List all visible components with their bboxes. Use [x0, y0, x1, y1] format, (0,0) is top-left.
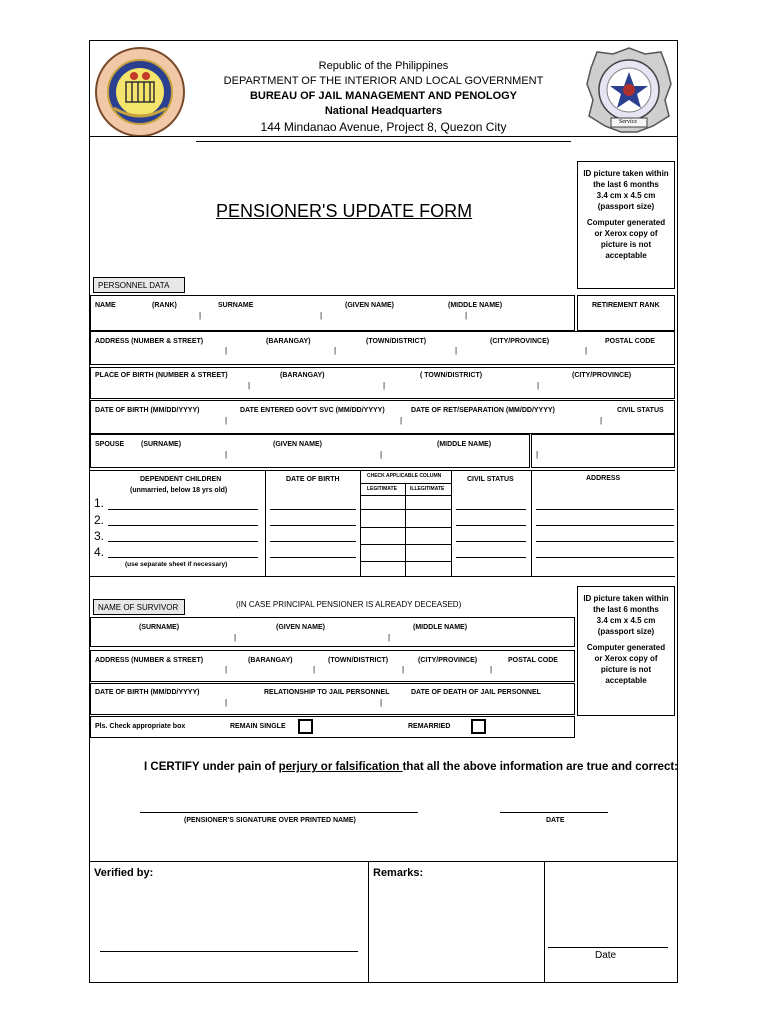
- id-text: acceptable: [605, 676, 647, 685]
- date-separation-label: DATE OF RET/SEPARATION (MM/DD/YYYY): [411, 407, 555, 414]
- address-label: ADDRESS (NUMBER & STREET): [95, 657, 204, 664]
- id-text: 3.4 cm x 4.5 cm: [596, 191, 656, 200]
- dependent-civil-line[interactable]: [456, 557, 526, 558]
- id-text: ID picture taken within: [583, 169, 669, 178]
- badge-ribbon-text: Service: [619, 119, 637, 125]
- address-row[interactable]: [90, 331, 675, 365]
- survivor-dates-row[interactable]: [90, 683, 575, 715]
- header-bureau: BUREAU OF JAIL MANAGEMENT AND PENOLOGY: [249, 90, 518, 102]
- dependent-children-header: DEPENDENT CHILDREN: [140, 476, 222, 483]
- id-text: the last 6 months: [593, 605, 659, 614]
- legitimate-header: LEGITIMATE: [367, 486, 397, 492]
- signature-line[interactable]: [140, 812, 418, 813]
- header-republic: Republic of the Philippines: [318, 60, 449, 72]
- verified-by-label: Verified by:: [94, 867, 154, 879]
- address-header: ADDRESS: [586, 475, 621, 482]
- check-box-instruction: Pls. Check appropriate box: [95, 723, 186, 730]
- verified-by-line[interactable]: [100, 951, 358, 952]
- postal-code-label: POSTAL CODE: [605, 338, 655, 345]
- certify-text-end: that all the above information are true and correct:: [402, 761, 679, 773]
- given-name-label: (GIVEN NAME): [345, 302, 394, 309]
- header-address: 144 Mindanao Avenue, Project 8, Quezon City: [260, 120, 507, 134]
- town-label: ( TOWN/DISTRICT): [420, 372, 483, 379]
- dependent-address-line[interactable]: [536, 525, 674, 526]
- header-national-hq: National Headquarters: [324, 105, 443, 117]
- spouse-label: SPOUSE: [95, 441, 125, 448]
- postal-code-label: POSTAL CODE: [508, 657, 558, 664]
- dependent-name-line[interactable]: [108, 557, 258, 558]
- dependent-number: 1.: [94, 496, 105, 510]
- dependent-address-line[interactable]: [536, 509, 674, 510]
- id-text: picture is not: [600, 665, 652, 674]
- remarks-label: Remarks:: [373, 867, 424, 879]
- survivor-address-row[interactable]: [90, 650, 575, 682]
- footer-date-line[interactable]: [548, 947, 668, 948]
- dependent-children-subheader: (unmarried, below 18 yrs old): [130, 487, 228, 494]
- id-text: (passport size): [597, 202, 655, 211]
- retirement-rank-box[interactable]: [577, 295, 675, 331]
- date-line[interactable]: [500, 812, 608, 813]
- id-text: (passport size): [597, 627, 655, 636]
- certification-statement: [144, 761, 678, 773]
- barangay-label: (BARANGAY): [266, 338, 311, 345]
- dependent-dob-header: DATE OF BIRTH: [286, 476, 340, 483]
- middle-name-label: (MIDDLE NAME): [448, 302, 503, 309]
- dependent-name-line[interactable]: [108, 541, 258, 542]
- illegitimate-header: ILLEGITIMATE: [410, 486, 445, 492]
- dependent-number: 4.: [94, 545, 105, 559]
- relationship-label: RELATIONSHIP TO JAIL PERSONNEL: [264, 689, 390, 696]
- spouse-extra-box[interactable]: [531, 434, 675, 468]
- civil-status-header: CIVIL STATUS: [467, 476, 514, 483]
- name-label: NAME: [95, 302, 116, 309]
- dependent-number: 3.: [94, 529, 105, 543]
- remarried-checkbox[interactable]: [471, 719, 486, 734]
- id-text: or Xerox copy of: [594, 654, 658, 663]
- date-of-birth-label: DATE OF BIRTH (MM/DD/YYYY): [95, 689, 200, 696]
- survivor-note: (IN CASE PRINCIPAL PENSIONER IS ALREADY DECEASED): [236, 600, 462, 609]
- personnel-data-tab: [93, 277, 185, 293]
- date-of-birth-label: DATE OF BIRTH (MM/DD/YYYY): [95, 407, 200, 414]
- civil-status-label: CIVIL STATUS: [617, 407, 664, 414]
- personnel-data-label: PERSONNEL DATA: [98, 281, 170, 290]
- city-label: (CITY/PROVINCE): [490, 338, 550, 345]
- given-name-label: (GIVEN NAME): [273, 441, 322, 448]
- dependent-dob-line[interactable]: [270, 525, 356, 526]
- middle-name-label: (MIDDLE NAME): [437, 441, 492, 448]
- survivor-tab: [93, 599, 185, 615]
- remain-single-label: REMAIN SINGLE: [230, 723, 286, 730]
- id-text: or Xerox copy of: [594, 229, 658, 238]
- barangay-label: (BARANGAY): [248, 657, 293, 664]
- name-row[interactable]: [90, 295, 575, 331]
- surname-label: (SURNAME): [139, 624, 180, 631]
- id-text: acceptable: [605, 251, 647, 260]
- given-name-label: (GIVEN NAME): [276, 624, 325, 631]
- id-text: 3.4 cm x 4.5 cm: [596, 616, 656, 625]
- dependent-number: 2.: [94, 513, 105, 527]
- dependent-dob-line[interactable]: [270, 509, 356, 510]
- date-of-death-label: DATE OF DEATH OF JAIL PERSONNEL: [411, 689, 541, 696]
- signature-label: (PENSIONER'S SIGNATURE OVER PRINTED NAME): [184, 817, 356, 824]
- town-label: (TOWN/DISTRICT): [328, 657, 389, 664]
- town-label: (TOWN/DISTRICT): [366, 338, 427, 345]
- dependent-name-line[interactable]: [108, 509, 258, 510]
- id-picture-box[interactable]: [577, 161, 675, 289]
- address-label: ADDRESS (NUMBER & STREET): [95, 338, 204, 345]
- surname-label: SURNAME: [218, 302, 254, 309]
- dependent-civil-line[interactable]: [456, 509, 526, 510]
- check-column-header: CHECK APPLICABLE COLUMN: [367, 473, 442, 479]
- header-divider: [196, 141, 571, 142]
- dependent-civil-line[interactable]: [456, 525, 526, 526]
- dependent-address-line[interactable]: [536, 541, 674, 542]
- remarried-label: REMARRIED: [408, 723, 451, 730]
- perjury-text: perjury or falsification: [278, 761, 403, 773]
- city-label: (CITY/PROVINCE): [418, 657, 478, 664]
- city-label: (CITY/PROVINCE): [572, 372, 632, 379]
- middle-name-label: (MIDDLE NAME): [413, 624, 468, 631]
- survivor-label: NAME OF SURVIVOR: [98, 603, 179, 612]
- survivor-name-row[interactable]: [90, 617, 575, 647]
- remain-single-checkbox[interactable]: [298, 719, 313, 734]
- dependent-dob-line[interactable]: [270, 541, 356, 542]
- id-text: Computer generated: [586, 643, 666, 652]
- dependent-address-line[interactable]: [536, 557, 674, 558]
- date-entered-label: DATE ENTERED GOV'T SVC (MM/DD/YYYY): [240, 407, 385, 414]
- header-rule: [90, 136, 677, 137]
- header-department: DEPARTMENT OF THE INTERIOR AND LOCAL GOVERNMENT: [223, 75, 544, 87]
- certify-text: I CERTIFY under pain of: [144, 761, 279, 773]
- id-text: the last 6 months: [593, 180, 659, 189]
- spouse-row[interactable]: [90, 434, 530, 468]
- rank-label: (RANK): [152, 302, 177, 309]
- id-text: Computer generated: [586, 218, 666, 227]
- id-text: ID picture taken within: [583, 594, 669, 603]
- barangay-label: (BARANGAY): [280, 372, 325, 379]
- footer-date-label: Date: [595, 950, 617, 961]
- form-title: PENSIONER'S UPDATE FORM: [216, 201, 473, 221]
- dependent-name-line[interactable]: [108, 525, 258, 526]
- place-of-birth-label: PLACE OF BIRTH (NUMBER & STREET): [95, 372, 228, 379]
- surname-label: (SURNAME): [141, 441, 182, 448]
- dependent-civil-line[interactable]: [456, 541, 526, 542]
- form-page: Service Republic of the Philippines DEPARTMENT OF THE INTERIOR AND LOCAL GOVERNMENT BUREAU OF JAIL MANAGEMENT AND PENOLOGY National Headquarters 144 Mindanao Avenue, Project 8, Quezon City PENSIONER'S UPDATE FORM ID picture taken within the last 6 months 3.4 cm x 4.5 cm (passport size) Computer generated or Xerox copy of picture is not acceptable PERSONNEL DATA NAME (RANK) SURNAME (GIVEN NAME) (MIDDLE NAME) RETIREMENT RANK | | | ADDRESS (NUMBER & STREET) (BARANGAY) (TOWN/DISTRICT) (CITY/PROVINCE) POSTAL CODE | | | | PLACE OF BIRTH (NUMBER & STREET) (BARANGAY) ( TOWN/DISTRICT) (CITY/PROVINCE) | | | DATE OF BIRTH (MM/DD/YYYY) DATE ENTERED GOV'T SVC (MM/DD/YYYY) DATE OF RET/SEPARATION (MM/DD/YYYY) CIVIL STATUS | | | SPOUSE (SURNAME) (GIVEN NAME) (MIDDLE NAME) | | | DEPENDENT CHILDREN (unmarried, below 18 yrs old) DATE OF BIRTH CHECK APPLICABLE COLUMN LEGITIMATE ILLEGITIMATE CIVIL STATUS ADDRESS 1. 2. 3. 4. (use separate sheet if necessary) NAME OF SURVIVOR (IN CASE PRINCIPAL PENSIONER IS ALREADY DECEASED) ID picture taken within the last 6 months 3.4 cm x 4.5 cm (passport size) Computer generated or Xerox copy of picture is not acceptable (SURNAME) (GIVEN NAME) (MIDDLE NAME) | | ADDRESS (NUMBER & STREET) (BARANGAY) (TOWN/DISTRICT) (CITY/PROVINCE) POSTAL CODE | | | | DATE OF BIRTH (MM/DD/YYYY) RELATIONSHIP TO JAIL PERSONNEL DATE OF DEATH OF JAIL PERSONNEL | | Pls. Check appropriate box REMAIN SINGLE REMARRIED I CERTIFY under pain of perjury or falsification that all the above information are true and correct: (PENSIONER'S SIGNATURE OVER PRINTED NAME) DATE Verified by: Remarks: Date: [89, 40, 678, 983]
- dates-row[interactable]: [90, 400, 675, 434]
- separate-sheet-note: (use separate sheet if necessary): [125, 561, 228, 568]
- signature-date-label: DATE: [546, 817, 565, 824]
- retirement-rank-label: RETIREMENT RANK: [592, 302, 660, 309]
- dependent-dob-line[interactable]: [270, 557, 356, 558]
- id-picture-box[interactable]: [577, 586, 675, 716]
- id-text: picture is not: [600, 240, 652, 249]
